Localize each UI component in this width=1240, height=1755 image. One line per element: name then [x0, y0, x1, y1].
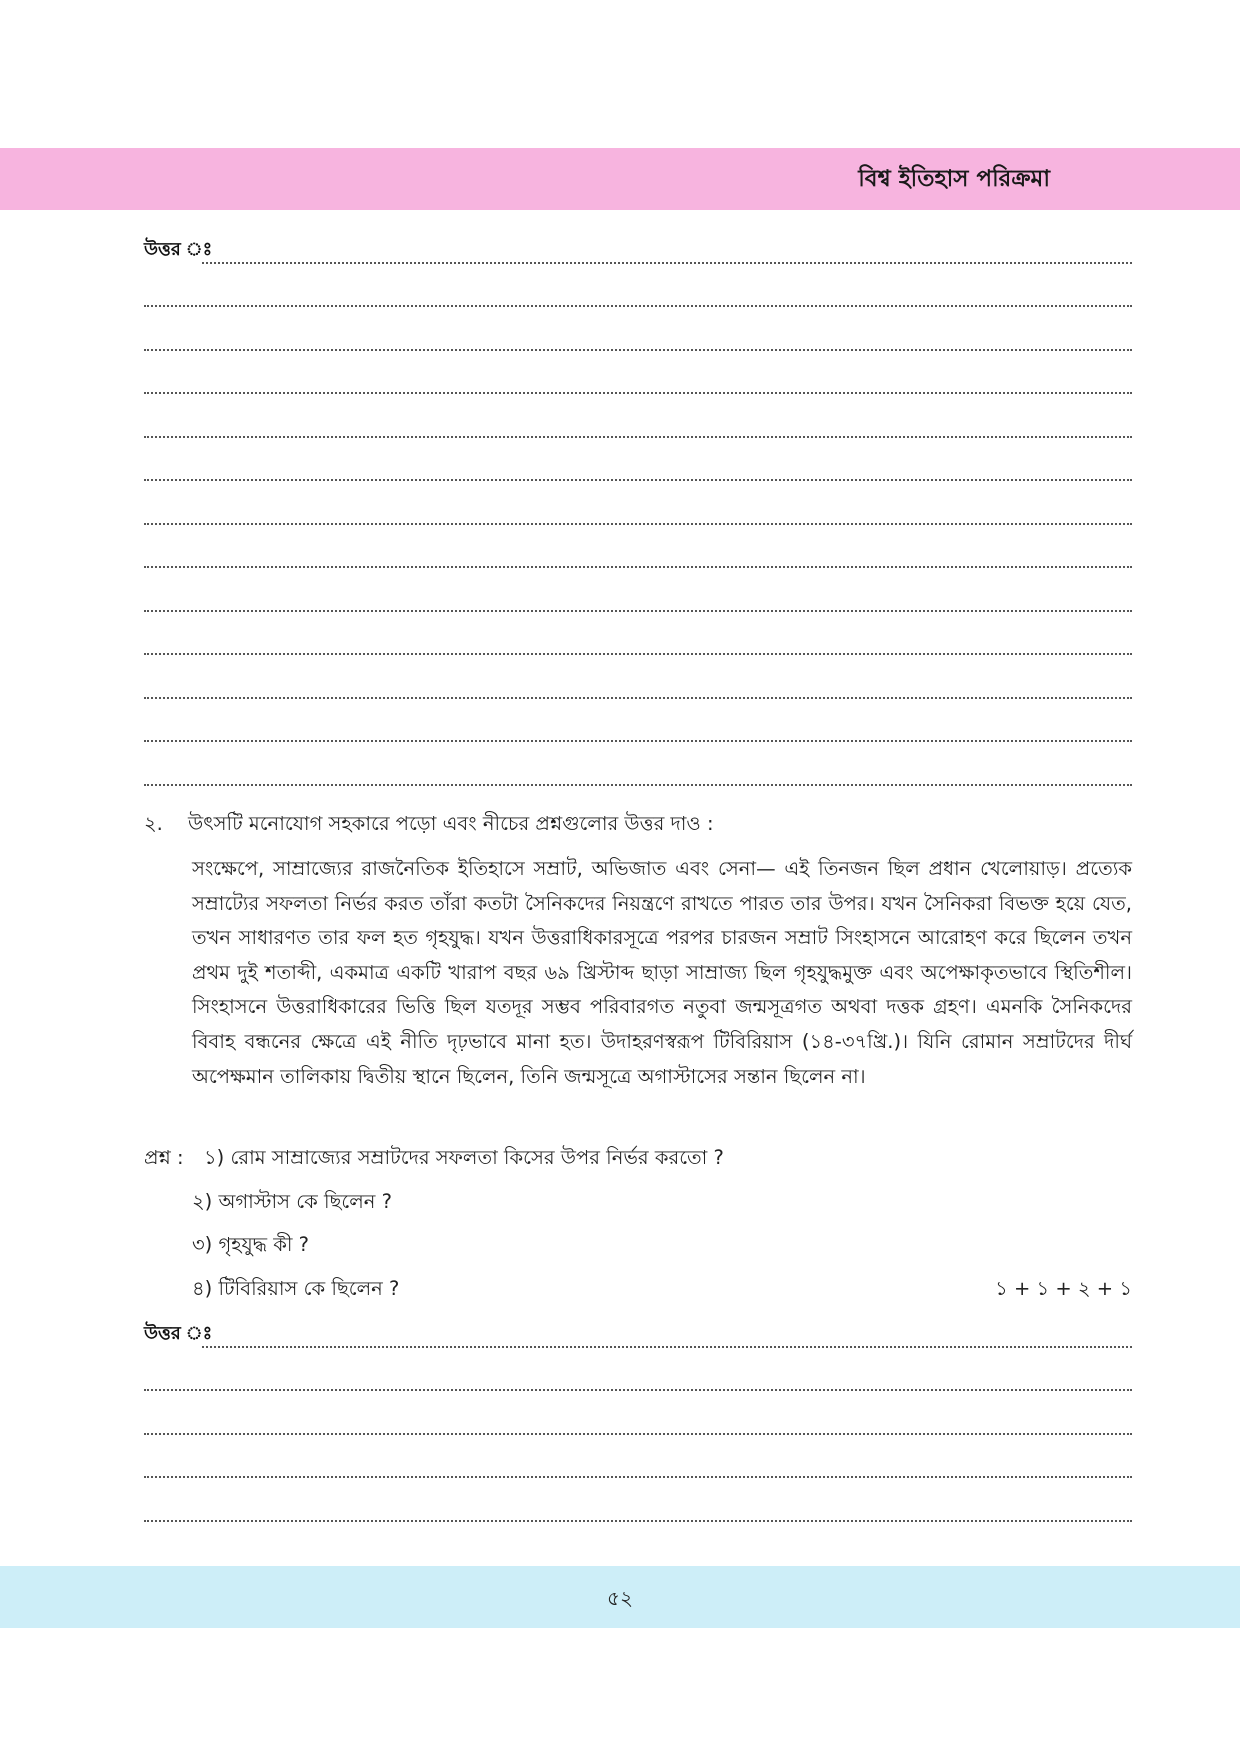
list-item	[144, 1184, 1132, 1228]
answer-line[interactable]	[144, 357, 1132, 401]
answer-line[interactable]	[144, 1441, 1132, 1485]
answer-line[interactable]	[144, 1397, 1132, 1441]
marks-distribution: ১ + ১ + ২ + ১	[995, 1276, 1132, 1300]
answer-line[interactable]	[144, 226, 1132, 270]
answer-line[interactable]	[144, 748, 1132, 792]
sub-question-1: ১) রোম সাম্রাজ্যের সম্রাটদের সফলতা কিসের উপর নির্ভর করতো ?	[204, 1146, 724, 1169]
question-number: ২.	[144, 812, 163, 835]
answer-line[interactable]	[144, 1354, 1132, 1398]
sub-question-label: প্রশ্ন :	[144, 1146, 184, 1169]
answer-area-2	[144, 1310, 1132, 1528]
book-title: বিশ্ব ইতিহাস পরিক্রমা	[858, 166, 1050, 192]
answer-label: উত্তর ঃ	[144, 1322, 213, 1344]
header-band	[0, 148, 1240, 210]
answer-line[interactable]	[144, 1484, 1132, 1528]
answer-line[interactable]	[144, 531, 1132, 575]
answer-line[interactable]	[144, 1310, 1132, 1354]
answer-line[interactable]	[144, 574, 1132, 618]
answer-area-1	[144, 226, 1132, 792]
source-passage: সংক্ষেপে, সাম্রাজ্যের রাজনৈতিক ইতিহাসে সম্রাট, অভিজাত এবং সেনা— এই তিনজন ছিল প্রধান খেলোয়াড়। প্রত্যেক সম্রাট্যের সফলতা নির্ভর করত তাঁরা কতটা সৈনিকদের নিয়ন্ত্রণে রাখতে পারত তার উপর। যখন সৈনিকরা বিভক্ত হয়ে যেত, তখন সাধারণত তার ফল হত গৃহযুদ্ধ। যখন উত্তরাধিকারসূত্রে পরপর চারজন সম্রাট সিংহাসনে আরোহণ করে ছিলেন তখন প্রথম দুই শতাব্দী, একমাত্র একটি খারাপ বছর ৬৯ খ্রিস্টাব্দ ছাড়া সাম্রাজ্য ছিল গৃহযুদ্ধমুক্ত এবং অপেক্ষাকৃতভাবে স্থিতিশীল। সিংহাসনে উত্তরাধিকারের ভিত্তি ছিল যতদূর সম্ভব পরিবারগত নতুবা জন্মসূত্রগত অথবা দত্তক গ্রহণ। এমনকি সৈনিকদের বিবাহ বন্ধনের ক্ষেত্রে এই নীতি দৃঢ়ভাবে মানা হত। উদাহরণস্বরূপ টিবিরিয়াস (১৪-৩৭খ্রি.)। যিনি রোমান সম্রাটদের দীর্ঘ অপেক্ষমান তালিকায় দ্বিতীয় স্থানে ছিলেন, তিনি জন্মসূত্রে অগাস্টাসের সন্তান ছিলেন না।	[192, 857, 1132, 1088]
list-item	[144, 1271, 1132, 1315]
list-item	[144, 1227, 1132, 1271]
answer-line[interactable]	[144, 270, 1132, 314]
list-item	[144, 1140, 1132, 1184]
sub-question-3: ৩) গৃহযুদ্ধ কী ?	[192, 1233, 310, 1256]
answer-line[interactable]	[144, 400, 1132, 444]
answer-line[interactable]	[144, 705, 1132, 749]
answer-line[interactable]	[144, 313, 1132, 357]
sub-question-2: ২) অগাস্টাস কে ছিলেন ?	[192, 1189, 392, 1213]
question-prompt: উৎসটি মনোযোগ সহকারে পড়ো এবং নীচের প্রশ্নগুলোর উত্তর দাও :	[188, 812, 714, 835]
sub-question-4: ৪) টিবিরিয়াস কে ছিলেন ?	[192, 1276, 400, 1300]
answer-line[interactable]	[144, 487, 1132, 531]
footer-band	[0, 1566, 1240, 1628]
answer-line[interactable]	[144, 444, 1132, 488]
answer-label: উত্তর ঃ	[144, 238, 213, 260]
answer-line[interactable]	[144, 618, 1132, 662]
page-number: ৫২	[607, 1586, 633, 1610]
sub-questions	[144, 1140, 1132, 1314]
answer-line[interactable]	[144, 661, 1132, 705]
